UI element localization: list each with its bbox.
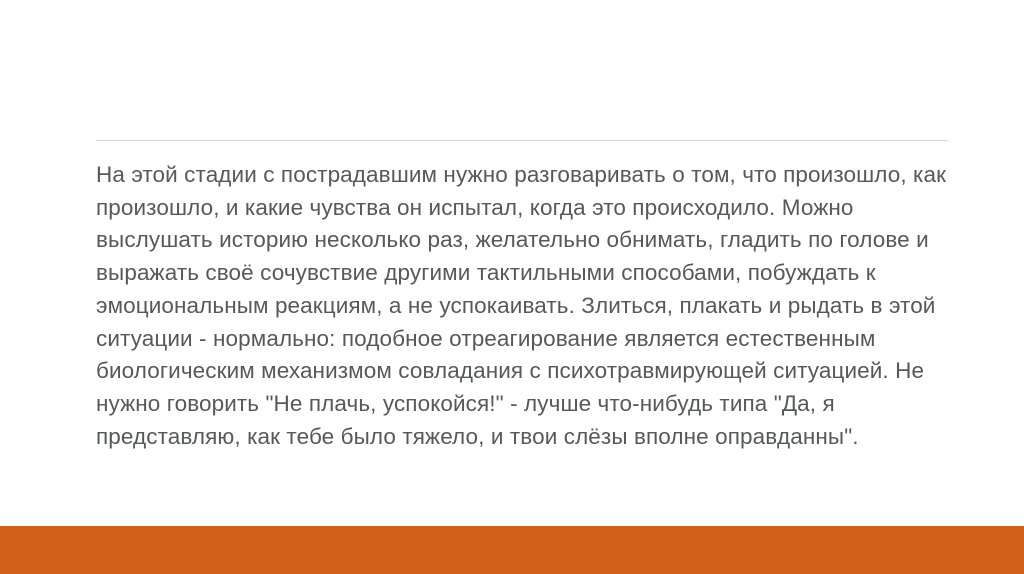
divider-rule xyxy=(96,140,948,141)
slide-body-text: На этой стадии с пострадавшим нужно разговаривать о том, что произошло, как произошло, и какие чувства он испытал, когда это происходило. Можно выслушать историю несколько раз, желательно обнимать, гладить по голове и выражать своё сочувствие другими тактильными способами, побуждать к эмоциональным реакциям, а не успокаивать. Злиться, плакать и рыдать в этой ситуации - нормально: подобное отреагирование является естественным биологическим механизмом совладания с психотравмирующей ситуацией. Не нужно говорить "Не плачь, успокойся!" - лучше что-нибудь типа "Да, я представляю, как тебе было тяжело, и твои слёзы вполне оправданны". xyxy=(96,162,953,449)
footer-accent-bar xyxy=(0,526,1024,574)
slide-content xyxy=(96,140,953,454)
